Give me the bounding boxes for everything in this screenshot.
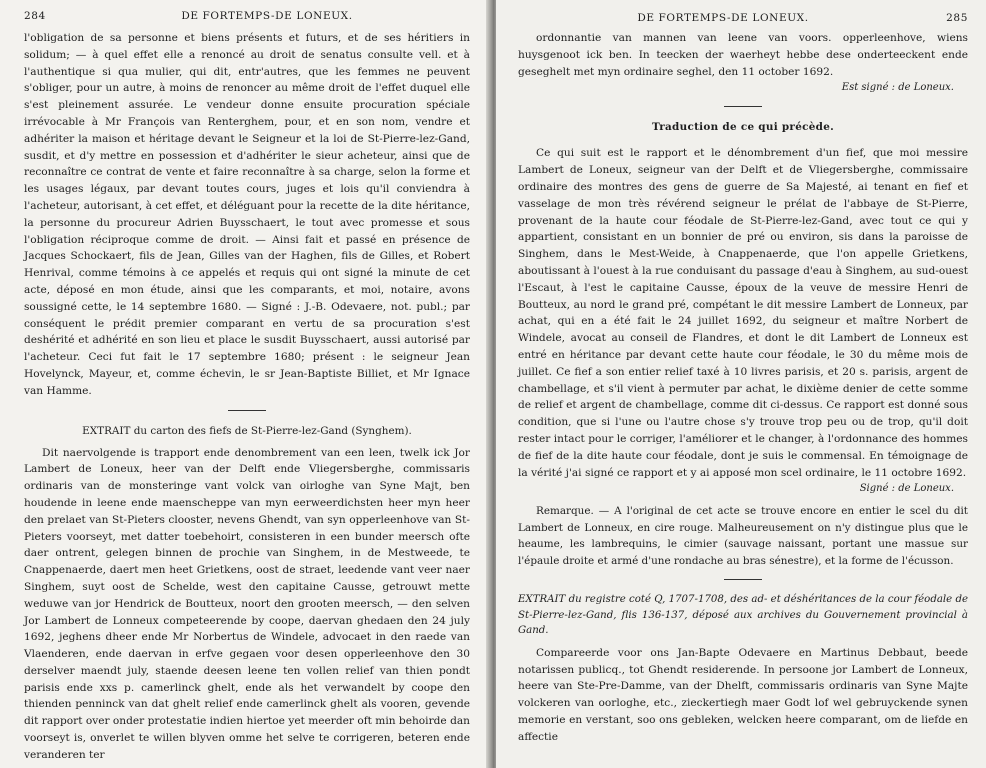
- right-rule-1: [724, 106, 762, 107]
- right-page: [496, 0, 986, 768]
- right-running-title: DE FORTEMPS-DE LONEUX.: [637, 12, 809, 24]
- remark-paragraph: Remarque. — A l'original de cet acte se trouve encore en entier le scel du dit Lambert de Lonneux, en cire rouge. Malheureusement on n'y distingue plus que le heaume, les lambrequins, le cimier (sauvage naissant, portant une massue sur l'épaule droite et armé d'une rondache au bras sénestre), et la forme de l'écusson.: [518, 505, 968, 567]
- right-rule-2: [724, 579, 762, 580]
- left-continuation-paragraph: l'obligation de sa personne et biens présents et futurs, et de ses héritiers in solidum; — à quel effet elle a renoncé au droit de senatus consulte vell. et à l'authentique si qua mulier, qui dit, entr'autres, que les femmes ne peuvent s'obliger, pour un autre, à moins de renoncer au même droit de l'effet duquel elle s'est pleinement assurée. Le vendeur donne ensuite procuration spéciale irrévocable à Mr François van Renterghem, pour, et en son nom, vendre et adhériter la maison et héritage devant le Seigneur et la loi de St-Pierre-lez-Gand, susdit, et d'y mettre en possession et d'adhériter le sieur acheteur, ainsi que de reconnaître ce contrat de vente et faire reconnaître à sa charge, selon la forme et les usages légaux, par devant toutes cours, juges et lois qu'il conviendra à l'acheteur, autorisant, à cet effet, et déléguant pour la recette de la dite héritance, la personne du procureur Adrien Buysschaert, le tout avec promesse et sous l'obligation réciproque comme de droit. — Ainsi fait et passé en présence de Jacques Schockaert, fils de Jean, Gilles van der Haghen, fils de Gilles, et Robert Henrival, comme témoins à ce appelés et requis qui ont signé la minute de cet acte, déposé en mon étude, ainsi que les comparants, et moi, notaire, avons soussigné cette, le 14 septembre 1680. — Signé : J.-B. Odevaere, not. publ.; par conséquent le prédit premier comparant en vertu de sa procuration s'est deshérité et adhérité en son lieu et place le susdit Buysschaert, aussi autorisé par l'acheteur. Ceci fut fait le 17 septembre 1680; présent : le seigneur Jean Hovelynck, Mayeur, et, comme échevin, le sr Jean-Baptiste Billiet, et Mr Ignace van Hamme.: [24, 32, 470, 397]
- right-running-head: [518, 8, 968, 30]
- right-signature-2: Signé : de Loneux.: [859, 483, 954, 495]
- left-section-rule: [228, 410, 266, 411]
- left-running-head: [24, 8, 470, 30]
- right-signature-1: Est signé : de Loneux.: [841, 82, 954, 94]
- left-running-title: DE FORTEMPS-DE LONEUX.: [181, 10, 353, 22]
- right-extract-heading: EXTRAIT du registre coté Q, 1707-1708, des ad- et déshéritances de la cour féodale de St-Pierre-lez-Gand, flis 136-137, déposé aux archives du Gouvernement provincial à Gand.: [518, 593, 968, 637]
- left-page: [0, 0, 490, 768]
- right-final-paragraph: Compareerde voor ons Jan-Bapte Odevaere en Martinus Debbaut, beede notarissen publicq., tot Ghendt residerende. In persoone jor Lambert de Lonneux, heere van Ste-Pre-Damme, van der Dhelft, commissaris ordinaris van Syne Majte volckeren van oorloghe, etc., zieckertiegh maer Godt lof wel gebruyckende synen memorie en verstant, soo ons gebleken, welcken heere comparant, om de liefde en affectie: [518, 646, 968, 743]
- left-extract-heading: EXTRAIT du carton des fiefs de St-Pierre-lez-Gand (Synghem).: [82, 424, 412, 437]
- translation-paragraph: Ce qui suit est le rapport et le dénombrement d'un fief, que moi messire Lambert de Loneux, seigneur van der Delft et de Vliegersberghe, commissaire ordinaire des montres des gens de guerre de Sa Majesté, ai tenant en fief et vasselage de mon très révérend seigneur le prélat de l'abbaye de St-Pierre, provenant de la haute cour féodale de St-Pierre-lez-Gand, avec tout ce qui y appartient, consistant en un bonnier de pré ou environ, sis dans la paroisse de Singhem, dans le Mest-Weide, à Cnappenaerde, que l'on appelle Grietkens, aboutissant à l'ouest à la rue conduisant du passage d'eau à Singhem, au sud-ouest l'Escaut, à l'est le capitaine Causse, époux de la veuve de messire Henri de Boutteux, au nord le grand pré, compétant le dit messire Lambert de Lonneux, par achat, qui en a été fait le 24 juillet 1692, du seigneur et maître Norbert de Windele, avocat au conseil de Flandres, et dont le dit Lambert de Lonneux est entré en héritance par devant cette haute cour féodale, le 30 du même mois de juillet. Ce fief a son entier relief taxé à 10 livres parisis, et 20 s. parisis, argent de chambellage, et s'il vient à permuter par achat, le dixième denier de cette somme de relief et argent de chambellage, comme dit ci-dessus. Ce rapport est donné sous condition, que si l'une ou l'autre chose s'y trouve trop peu ou de trop, qu'il doit rester intact pour le corriger, l'améliorer et le changer, à l'ordonnance des hommes de fief de la dite haute cour féodale, dont je suis le commensal. En témoignage de la vérité j'ai signé ce rapport et y ai apposé mon scel ordinaire, le 11 octobre 1692.: [518, 147, 968, 479]
- translation-heading: Traduction de ce qui précède.: [651, 121, 835, 134]
- right-flemish-ending: ordonnantie van mannen van leene van voors. opperleenhove, wiens huysgenoot ick ben. In teecken der waerheyt hebbe dese onderteeckent ende geseghelt met myn ordinaire seghel, den 11 october 1692.: [518, 32, 968, 78]
- left-flemish-paragraph: Dit naervolgende is trapport ende denombrement van een leen, twelk ick Jor Lambert de Loneux, heer van der Delft ende Vliegersberghe, commissaris ordinaris van de monsteringe vant volck van oirloghe van Syne Majt, ben houdende in leene ende maenscheppe van myn eerweerdichsten heer myn heer den prelaet van St-Pieters clooster, nevens Ghendt, van syn opperleenhove van St-Pieters voorseyt, met datter toebehoirt, consisteren in een bunder meersch ofte daer ontrent, gelegen binnen de prochie van Singhem, in de Mestweede, te Cnappenaerde, daert men heet Grietkens, oost de straet, leedende vant veer naer Singhem, suyt oost de Schelde, west den capitaine Causse, getrouwt mette weduwe van jor Hendrick de Boutteux, noort den grooten meersch, — den selven Jor Lambert de Lonneux competeerende by coope, daervan ghedaen den 24 july 1692, jeghens dheer ende Mr Norbertus de Windele, advocaet in den raede van Vlaenderen, ende daervan in erfve gegaen voor desen opperleenhove den 30 derselver maendt july, staende deesen leene ten vollen relief van thien pondt parisis ende xxs p. camerlinck ghelt, ende als het verwandelt by coope den thienden penninck van dat ghelt relief ende camerlinck ghelt als vooren, gevende dit rapport over onder protestatie indien hiertoe yet meerder oft min behoirde dan voorseyt is, onverlet te willen blyven omme het selve te corrigeren, beteren ende veranderen ter: [24, 446, 470, 761]
- right-page-number: 285: [946, 12, 968, 24]
- left-page-number: 284: [24, 10, 46, 22]
